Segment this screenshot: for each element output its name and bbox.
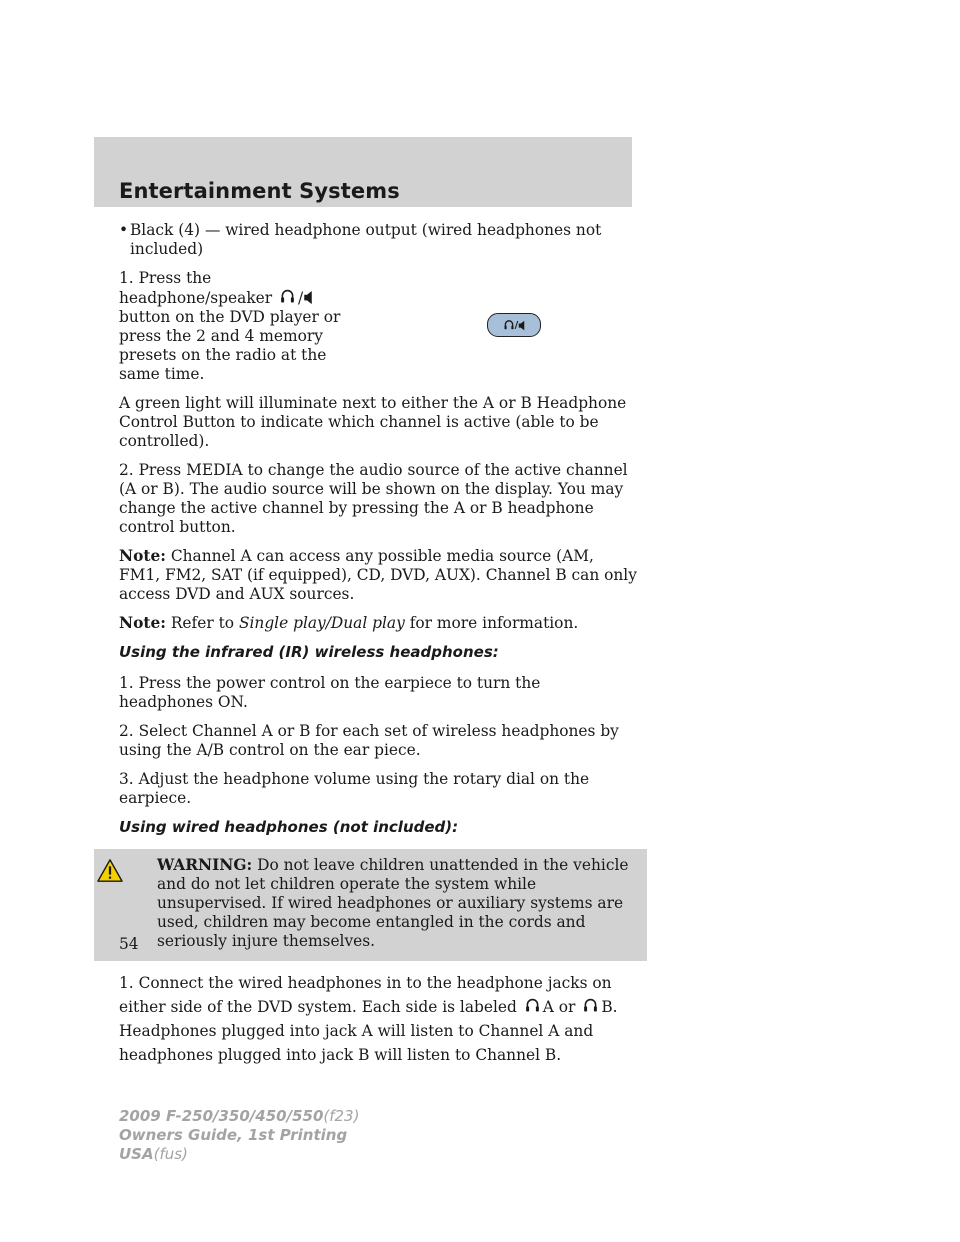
bullet-text: Black (4) — wired headphone output (wired headphones not included) [130,221,602,258]
ir-step: 3. Adjust the headphone volume using the rotary dial on the earpiece. [119,770,590,807]
footer-code: (f23) [323,1107,360,1125]
ir-headphones-heading: Using the infrared (IR) wireless headphones: [119,643,499,661]
note-text: for more information. [409,614,579,632]
slash-text: / [514,319,519,331]
footer-market-code: (fus) [153,1145,188,1163]
ir-step: 1. Press the power control on the earpiece to turn the headphones ON. [119,674,541,711]
wired-headphones-heading: Using wired headphones (not included): [119,818,459,836]
footer-market: USA [119,1145,154,1163]
headphone-speaker-button-icon [487,313,541,337]
note-label: Note: [119,614,166,632]
bullet-item [119,221,639,259]
slash-text: / [298,289,304,307]
step-text-part2: button on the DVD player or press the 2 and 4 memory presets on the radio at the same time. [119,308,341,383]
step-press-button [119,269,639,384]
note-reference: Single play/Dual play [238,614,405,632]
step-press-media: 2. Press MEDIA to change the audio source of the active channel (A or B). The audio source will be shown on the display. You may change the active channel by pressing the A or B headphone control button. [119,461,628,536]
step-text [119,269,369,384]
ir-step: 2. Select Channel A or B for each set of wireless headphones by using the A/B control on the ear piece. [119,722,619,759]
wired-step-text: A or [542,998,576,1016]
bullet-symbol: • [119,221,129,239]
section-header-band [94,137,632,207]
page-number: 54 [119,935,139,953]
page-content [119,221,639,1077]
wired-step-text: B. Headphones plugged into jack A will listen to Channel A and headphones plugged into jack B will listen to Channel B. [119,998,618,1064]
warning-triangle-icon [96,858,124,883]
note-refer [119,614,639,633]
warning-box [94,849,647,961]
wired-step [119,971,639,1067]
note-text: Refer to [170,614,235,632]
speaker-icon [303,290,313,305]
headphone-icon [279,288,296,305]
green-light-paragraph: A green light will illuminate next to either the A or B Headphone Control Button to indicate which channel is active (able to be controlled). [119,394,627,450]
warning-text [128,856,637,951]
headphone-icon [582,997,599,1014]
footer-model: 2009 F-250/350/450/550 [119,1107,324,1125]
note-label: Note: [119,547,166,565]
step-text-part1: 1. Press the headphone/speaker [119,269,273,307]
document-footer [119,1107,359,1164]
note-text: Channel A can access any possible media source (AM, FM1, FM2, SAT (if equipped), CD, DVD, AUX). Channel B can only access DVD and AUX sources. [119,547,637,603]
note-channels [119,547,639,604]
headphone-icon [524,997,541,1014]
footer-printing: Owners Guide, 1st Printing [119,1126,348,1144]
warning-body: Do not leave children unattended in the vehicle and do not let children operate the system while unsupervised. If wired headphones or auxiliary systems are used, children may become entangled in the cords and seriously injure themselves. [157,856,629,950]
speaker-icon [518,320,525,331]
headphone-icon [503,319,515,331]
warning-label: WARNING: [157,856,253,874]
wired-step-text: 1. Connect the wired headphones in to the headphone jacks on either side of the DVD system. Each side is labeled [119,974,612,1016]
section-title: Entertainment Systems [119,179,400,203]
